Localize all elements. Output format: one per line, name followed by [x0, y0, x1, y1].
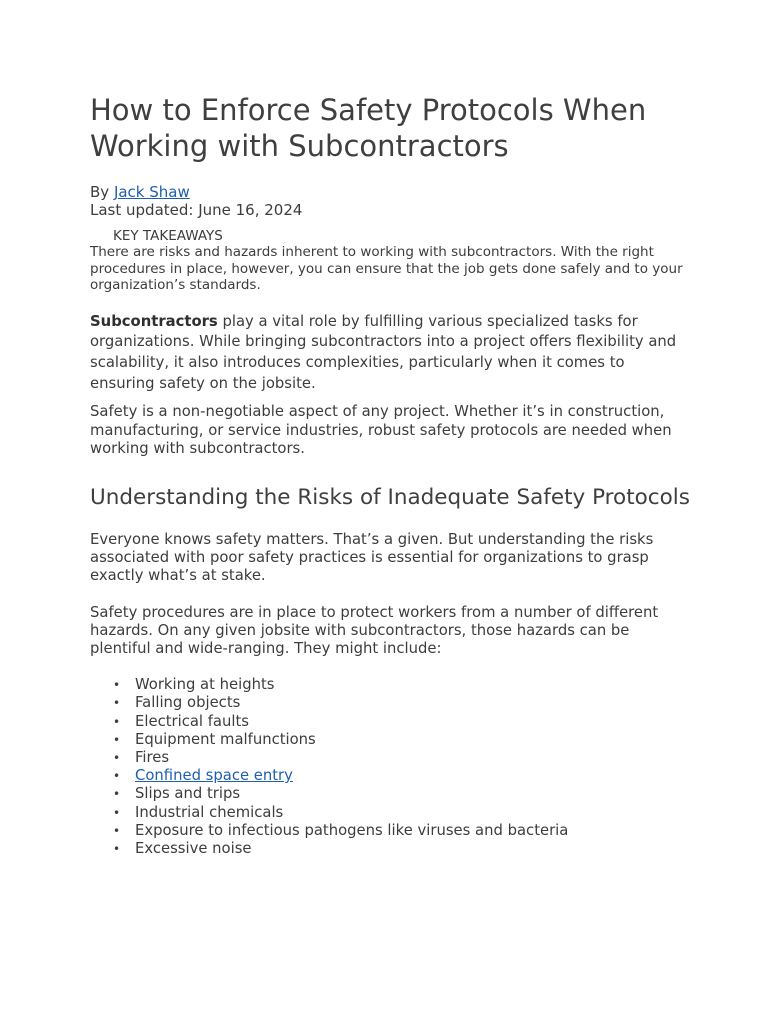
list-item-text: Exposure to infectious pathogens like viruses and bacteria	[135, 821, 569, 839]
lead-paragraph	[90, 312, 690, 395]
list-item-text: Excessive noise	[135, 839, 252, 857]
list-item-text: Equipment malfunctions	[135, 730, 316, 748]
author-link[interactable]: Jack Shaw	[113, 183, 190, 201]
bullet-icon: •	[113, 787, 121, 802]
hazard-list	[90, 676, 690, 858]
list-item	[113, 839, 690, 858]
section-heading: Understanding the Risks of Inadequate Safety Protocols	[90, 484, 690, 510]
list-item	[113, 712, 690, 731]
list-item	[113, 785, 690, 803]
list-item	[113, 821, 690, 840]
byline-prefix: By	[90, 183, 114, 201]
bullet-icon: •	[113, 805, 121, 820]
byline	[90, 183, 690, 201]
list-item-text: Fires	[135, 748, 170, 766]
key-takeaways-heading: KEY TAKEAWAYS	[113, 228, 223, 244]
list-item	[113, 730, 690, 749]
lead-text: play a vital role by fulfilling various specialized tasks for organizations. While bringing subcontractors into a project offers flexibility and scalability, it also introduces complexities, particularly when it comes to ensuring safety on the jobsite.	[90, 312, 677, 392]
list-item	[113, 767, 690, 785]
page-title: How to Enforce Safety Protocols When Working with Subcontractors	[90, 93, 647, 163]
article	[90, 92, 690, 858]
list-item-text: Slips and trips	[135, 785, 241, 803]
list-item	[113, 676, 690, 694]
list-item-text: Electrical faults	[135, 712, 249, 730]
list-item	[113, 748, 690, 767]
last-updated: Last updated: June 16, 2024	[90, 201, 303, 219]
list-item-text: Industrial chemicals	[135, 803, 284, 821]
bullet-icon: •	[113, 750, 121, 765]
key-takeaways	[90, 228, 690, 294]
bullet-icon: •	[113, 769, 121, 784]
bullet-icon: •	[113, 696, 121, 711]
paragraph-safety: Safety is a non-negotiable aspect of any project. Whether it’s in construction, manufacturing, or service industries, robust safety protocols are needed when working with subcontractors.	[90, 403, 672, 457]
bullet-icon: •	[113, 823, 121, 838]
bullet-icon: •	[113, 732, 121, 747]
bullet-icon: •	[113, 841, 121, 856]
confined-space-entry-link[interactable]: Confined space entry	[135, 767, 293, 785]
bullet-icon: •	[113, 678, 121, 693]
list-item-text: Working at heights	[135, 676, 275, 694]
list-item-text: Falling objects	[135, 694, 241, 712]
lead-bold-term: Subcontractors	[90, 312, 218, 330]
key-takeaways-text: There are risks and hazards inherent to working with subcontractors. With the right procedures in place, however, you can ensure that the job gets done safely and to your organization’s standards.	[90, 244, 683, 293]
paragraph-hazards: Safety procedures are in place to protect workers from a number of different hazards. On any given jobsite with subcontractors, those hazards can be plentiful and wide-ranging. They might include:	[90, 603, 659, 657]
list-item	[113, 694, 690, 712]
paragraph-risks: Everyone knows safety matters. That’s a given. But understanding the risks associated with poor safety practices is essential for organizations to grasp exactly what’s at stake.	[90, 530, 654, 585]
list-item	[113, 803, 690, 822]
bullet-icon: •	[113, 714, 121, 729]
